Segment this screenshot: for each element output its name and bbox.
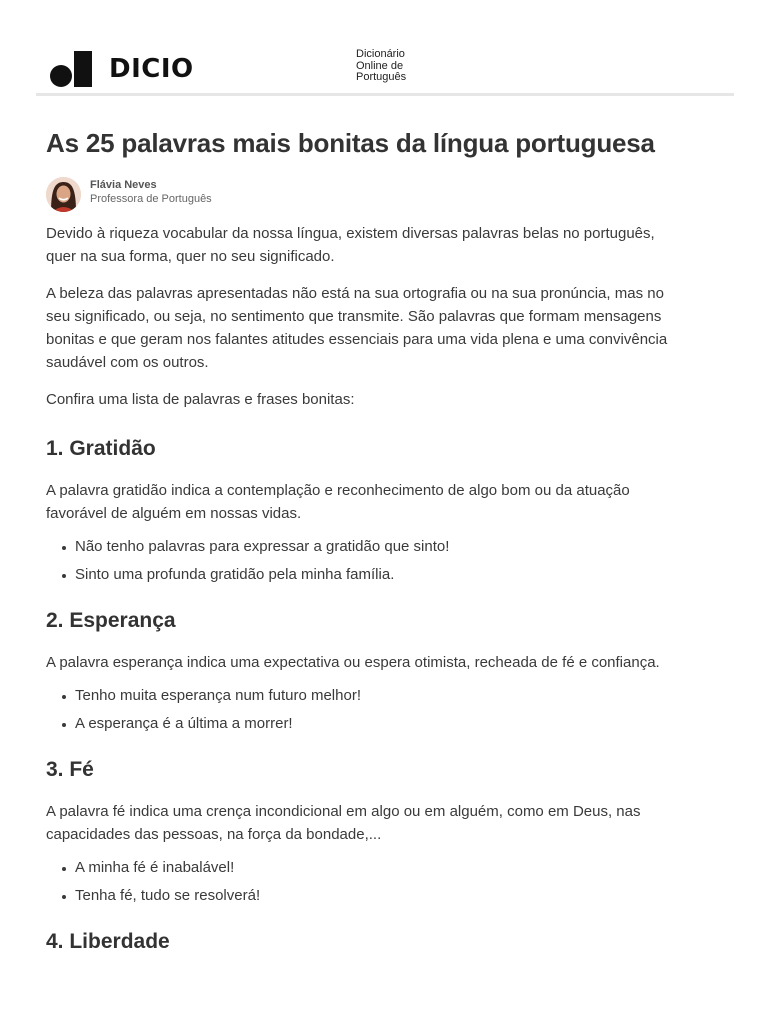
example-item: A esperança é a última a morrer! [46,712,686,735]
tagline-line: Dicionário [356,48,405,60]
logo-wordmark[interactable]: DICIO [109,54,194,84]
site-header [36,40,734,96]
word-section-liberdade [46,928,686,956]
author-name[interactable]: Flávia Neves [90,179,157,191]
section-heading: 4. Liberdade [46,930,170,953]
section-text: A palavra fé indica uma crença incondicional em algo ou em alguém, como em Deus, nas capacidades das pessoas, na força da bondade,... [46,803,641,843]
article-title: As 25 palavras mais bonitas da língua portuguesa [46,128,655,158]
section-heading: 1. Gratidão [46,437,156,460]
example-item: Tenho muita esperança num futuro melhor! [46,684,686,707]
author-role: Professora de Português [90,193,212,205]
intro-paragraph: Confira uma lista de palavras e frases bonitas: [46,391,355,408]
section-heading: 2. Esperança [46,609,176,632]
example-item: Tenha fé, tudo se resolverá! [46,884,686,907]
example-list [46,684,686,735]
section-text: A palavra gratidão indica a contemplação e reconhecimento de algo bom ou da atuação favorável de alguém em nossas vidas. [46,482,630,522]
intro-paragraph: Devido à riqueza vocabular da nossa língua, existem diversas palavras belas no português, quer na sua forma, quer no seu significado. [46,225,655,265]
article-body [46,222,686,972]
example-list [46,856,686,907]
word-section-gratidao [46,435,686,586]
example-item: Não tenho palavras para expressar a gratidão que sinto! [46,535,686,558]
author-avatar-image [46,177,81,212]
logo-bar [74,51,92,87]
section-heading: 3. Fé [46,758,94,781]
example-item: Sinto uma profunda gratidão pela minha família. [46,563,686,586]
example-item: A minha fé é inabalável! [46,856,686,879]
section-text: A palavra esperança indica uma expectativa ou espera otimista, recheada de fé e confiança. [46,654,660,671]
word-section-fe [46,756,686,907]
dicio-logo-icon[interactable] [50,51,92,87]
site-tagline [356,49,406,84]
tagline-line: Português [356,71,407,83]
example-list [46,535,686,586]
author-avatar [46,177,81,212]
logo-dot [50,65,72,87]
intro-paragraph: A beleza das palavras apresentadas não está na sua ortografia ou na sua pronúncia, mas no seu significado, ou seja, no sentimento que transmite. São palavras que formam mensagens bonitas e que geram nos falantes atitudes essenciais para uma vida plena e uma convivência saudável com os outros. [46,285,668,371]
tagline-line: Online de [356,59,404,72]
word-section-esperanca [46,607,686,735]
